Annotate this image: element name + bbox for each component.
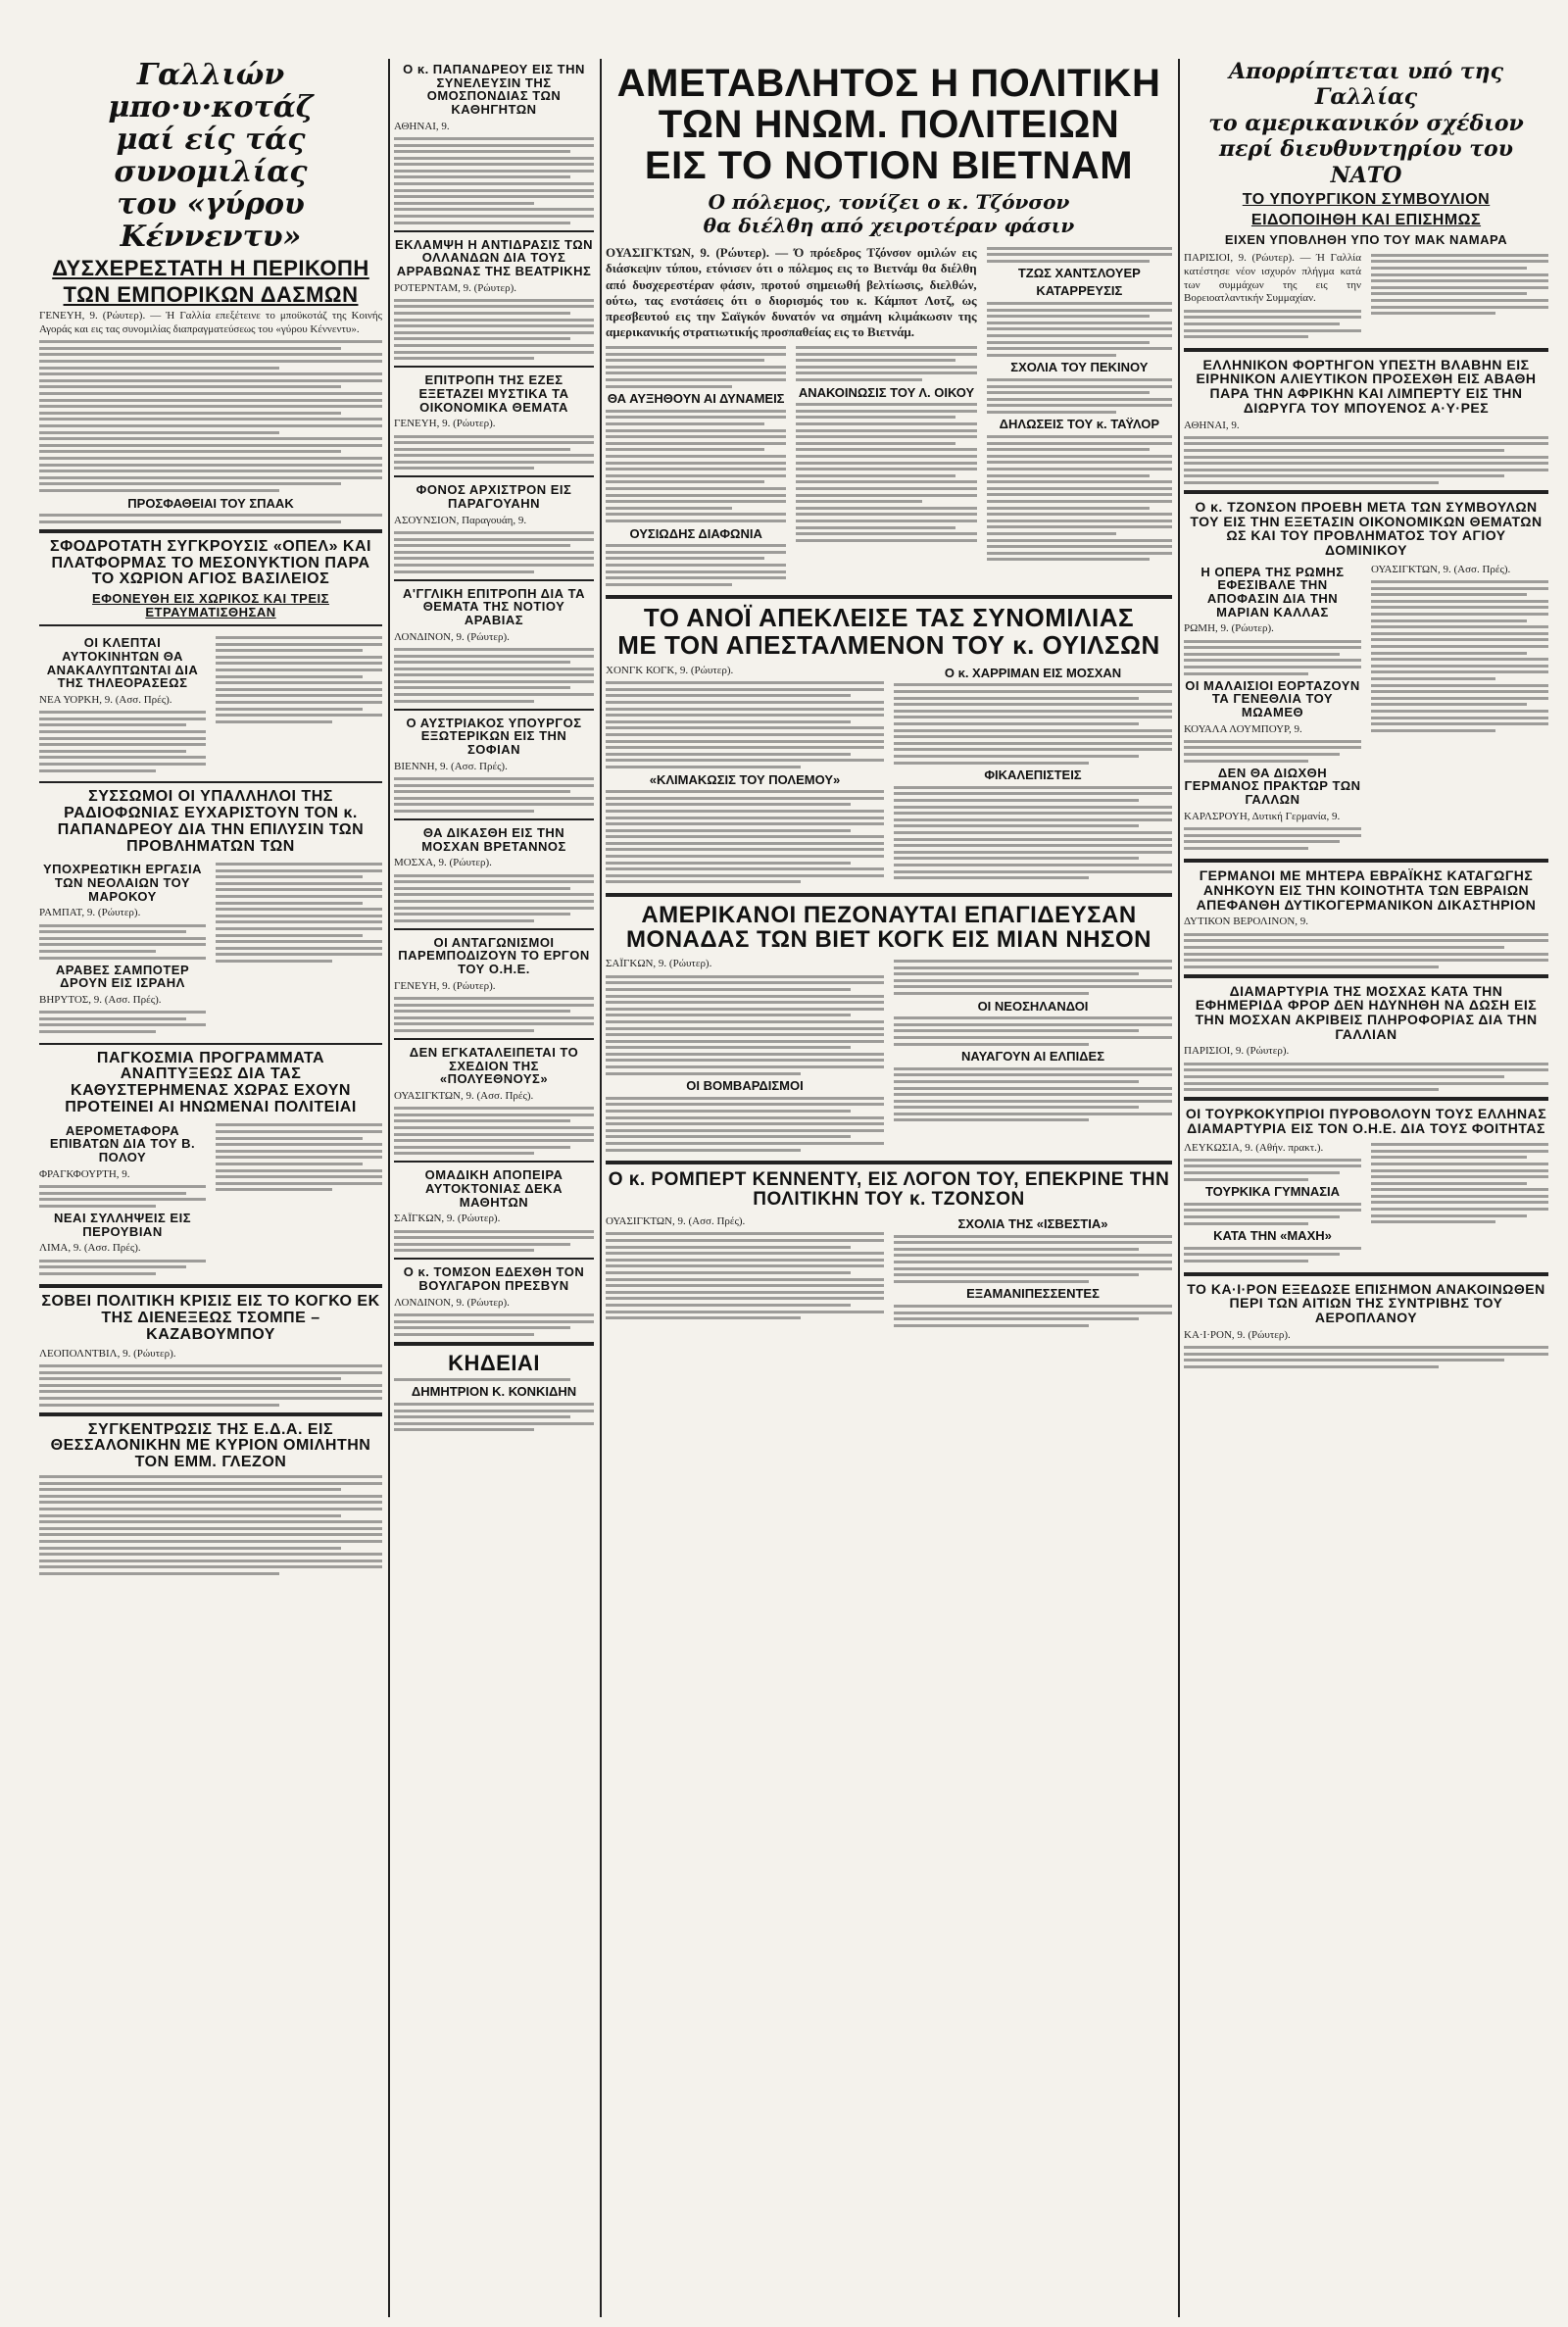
dateline: ΑΘΗΝΑΙ, 9. [1184,419,1240,431]
article-text-block [1371,1143,1548,1223]
dateline: ΛΟΝΔΙΝΟΝ, 9. (Ρώυτερ). [394,630,510,643]
headline-development-programs: ΠΑΓΚΟΣΜΙΑ ΠΡΟΓΡΑΜΜΑΤΑ ΑΝΑΠΤΥΞΕΩΣ ΔΙΑ ΤΑΣ ΚΑΘΥΣΤΕΡΗΜΕΝΑΣ ΧΩΡΑΣ ΕΧΟΥΝ ΠΡΟΤΕΙΝΕΙ ΑΙ ΗΝΩΜΕΝΑΙ ΠΟΛΙΤΕΙΑΙ [65,1049,357,1116]
article-text-block [394,137,594,224]
article-text-block [894,960,1172,995]
headline-main-sub [606,190,1172,237]
headline-eda-thessaloniki: ΣΥΓΚΕΝΤΡΩΣΙΣ ΤΗΣ Ε.Δ.Α. ΕΙΣ ΘΕΣΣΑΛΟΝΙΚΗΝ ΜΕ ΚΥΡΙΟΝ ΟΜΙΛΗΤΗΝ ΤΟΝ ΕΜΜ. ΓΛΕΖΟΝ [50,1420,371,1471]
headline-opel-collision: ΣΦΟΔΡΟΤΑΤΗ ΣΥΓΚΡΟΥΣΙΣ «ΟΠΕΛ» ΚΑΙ ΠΛΑΤΦΟΡΜΑΣ ΤΟ ΜΕΣΟΝΥΚΤΙΟΝ ΠΑΡΑ ΤΟ ΧΩΡΙΟΝ ΑΓΙΟΣ ΒΑΣΙΛΕΙΟΣ [50,537,371,588]
article-text-block [894,1067,1172,1122]
section-subhead: ΠΡΟΣΦΑΘΕΙΑΙ ΤΟΥ ΣΠΑΑΚ [127,495,294,511]
article-text-block [1184,310,1361,338]
article-text-block [1184,1159,1361,1181]
article-text-block [39,1260,206,1275]
article-text-block [39,1475,382,1575]
article-text-block [606,681,884,768]
headline-malaysians-celebrate: ΟΙ ΜΑΛΑΙΣΙΟΙ ΕΟΡΤΑΖΟΥΝ ΤΑ ΓΕΝΕΘΛΙΑ ΤΟΥ ΜΩΑΜΕΘ [1185,677,1360,719]
funeral-name: ΔΗΜΗΤΡΙΟΝ Κ. ΚΟΝΚΙΔΗΝ [411,1384,577,1400]
headline-line: Ο πόλεμος, τονίζει ο κ. Τζόνσον [708,190,1070,214]
headline-line: ΑΜΕΤΑΒΛΗΤΟΣ Η ΠΟΛΙΤΙΚΗ [616,62,1161,105]
headline-congo-crisis: ΣΟΒΕΙ ΠΟΛΙΤΙΚΗ ΚΡΙΣΙΣ ΕΙΣ ΤΟ ΚΟΓΚΟ ΕΚ ΤΗΣ ΔΙΕΝΕΞΕΩΣ ΤΣΟΜΠΕ – ΚΑΖΑΒΟΥΜΠΟΥ [41,1293,380,1343]
headline-line: Απορρίπτεται υπό της Γαλλίας [1229,59,1503,111]
headline-line: ΤΟ ΑΝΟΪ ΑΠΕΚΛΕΙΣΕ ΤΑΣ ΣΥΝΟΜΙΛΙΑΣ [643,603,1135,633]
section-subhead: ΚΑΤΑΡΡΕΥΣΙΣ [1036,283,1123,299]
headline-line: ΤΩΝ ΗΝΩΜ. ΠΟΛΙΤΕΙΩΝ [658,103,1120,146]
headline-south-arabia-committee: Α'ΓΓΛΙΚΗ ΕΠΙΤΡΟΠΗ ΔΙΑ ΤΑ ΘΕΜΑΤΑ ΤΗΣ ΝΟΤΙΟΥ ΑΡΑΒΙΑΣ [403,585,585,627]
dateline: ΓΕΝΕΥΗ, 9. (Ρώυτερ). [394,979,496,992]
headline-main [606,63,1172,186]
article-text-block [606,544,786,586]
subheadline: ΕΙΔΟΠΟΙΗΘΗ ΚΑΙ ΕΠΙΣΗΜΩΣ [1250,211,1482,228]
subheadline: ΕΙΧΕΝ ΥΠΟΒΛΗΘΗ ΥΠΟ ΤΟΥ ΜΑΚ ΝΑΜΑΡΑ [1224,231,1508,247]
dateline: ΡΑΜΠΑΤ, 9. (Ρώυτερ). [39,907,141,919]
dateline: ΚΑΡΛΣΡΟΥΗ, Δυτική Γερμανία, 9. [1184,810,1341,822]
article-text-block [894,1235,1172,1283]
article-text-block [39,1011,206,1033]
headline-line: μαί είς τάς συνομιλίας [114,123,308,189]
article-lead: ΠΑΡΙΣΙΟΙ, 9. (Ρώυτερ). — Ή Γαλλία κατέστησε νέον ισχυρόν πλήγμα κατά των συμμάχων της εις την Βορειοατλαντικήν Συμμαχίαν. [1184,252,1361,305]
headline-north-pole-flights: ΑΕΡΟΜΕΤΑΦΟΡΑ ΕΠΙΒΑΤΩΝ ΔΙΑ ΤΟΥ Β. ΠΟΛΟΥ [49,1122,196,1165]
article-text-block [987,378,1172,414]
section-subhead: ΝΑΥΑΓΟΥΝ ΑΙ ΕΛΠΙΔΕΣ [961,1049,1104,1064]
article-text-block [394,874,594,922]
article-text-block [1184,436,1548,484]
article-text-block [606,790,884,883]
headline-france-nato [1184,59,1548,188]
headline-johnson-advisers: Ο κ. ΤΖΟΝΣΟΝ ΠΡΟΕΒΗ ΜΕΤΑ ΤΩΝ ΣΥΜΒΟΥΛΩΝ ΤΟΥ ΕΙΣ ΤΗΝ ΕΞΕΤΑΣΙΝ ΟΙΚΟΝΟΜΙΚΩΝ ΘΕΜΑΤΩΝ ΩΣ ΚΑΙ ΤΟΥ ΠΡΟΒΛΗΜΑΤΟΣ ΤΟΥ ΑΓΙΟΥ ΔΟΜΙΝΙΚΟΥ [1190,499,1543,559]
subheadline: ΤΩΝ ΕΜΠΟΡΙΚΩΝ ΔΑΣΜΩΝ [63,282,359,308]
article-text-block [1371,580,1548,732]
article-text-block [39,711,206,771]
dateline: ΠΑΡΙΣΙΟΙ, 9. (Ρώυτερ). [1184,1045,1290,1058]
article-text-block [987,302,1172,357]
column-rule [1178,59,1180,2317]
headline-gaullists-boycott [39,59,382,253]
article-text-block [394,1403,594,1431]
dateline: ΟΥΑΣΙΓΚΤΩΝ, 9. (Ασσ. Πρές). [394,1089,534,1102]
article-text-block [39,924,206,960]
dateline: ΟΥΑΣΙΓΚΤΩΝ, 9. (Ασσ. Πρές). [606,1215,746,1228]
headline-paraguay-murder: ΦΟΝΟΣ ΑΡΧΙΣΤΡΟΝ ΕΙΣ ΠΑΡΑΓΟΥΑΗΝ [416,482,572,512]
headline-german-agent: ΔΕΝ ΘΑ ΔΙΩΧΘΗ ΓΕΡΜΑΝΟΣ ΠΡΑΚΤΩΡ ΤΩΝ ΓΑΛΛΩΝ [1184,765,1361,807]
article-text-block [216,863,382,963]
section-subhead: ΟΥΣΙΩΔΗΣ ΔΙΑΦΩΝΙΑ [629,525,762,541]
article-text-block [606,1097,884,1152]
column-2 [394,59,594,2317]
dateline: ΓΕΝΕΥΗ, 9. (Ρώυτερ). [394,418,496,430]
article-text-block [1184,933,1548,968]
article-text-block [1184,1247,1361,1263]
dateline: ΛΕΟΠΟΛΝΤΒΙΛ, 9. (Ρώυτερ). [39,1347,176,1360]
section-subhead: ΟΙ ΝΕΟΣΗΛΑΝΔΟΙ [977,998,1089,1014]
headline-moscow-protest: ΔΙΑΜΑΡΤΥΡΙΑ ΤΗΣ ΜΟΣΧΑΣ ΚΑΤΑ ΤΗΝ ΕΦΗΜΕΡΙΔΑ ΦΡΟΡ ΔΕΝ ΗΔΥΝΗΘΗ ΝΑ ΔΩΣΗ ΕΙΣ ΤΗΝ ΜΟΣΧΑΝ ΑΚΡΙΒΕΙΣ ΠΛΗΡΟΦΟΡΙΑΣ ΔΙΑ ΤΗΝ ΓΑΛΛΙΑΝ [1195,982,1538,1042]
column-rule [600,59,602,2317]
dateline: ΣΑΪΓΚΩΝ, 9. (Ρώυτερ). [606,958,712,970]
section-subhead: ΣΧΟΛΙΑ ΤΟΥ ΠΕΚΙΝΟΥ [1010,360,1149,375]
headline-briton-trial: ΘΑ ΔΙΚΑΣΘΗ ΕΙΣ ΤΗΝ ΜΟΣΧΑΝ ΒΡΕΤΑΝΝΟΣ [421,824,566,854]
headline-funerals: ΚΗΔΕΙΑΙ [448,1350,540,1375]
article-text-block [394,648,594,703]
article-text-block [394,997,594,1032]
article-text-block [606,1232,884,1319]
dateline: ΜΟΣΧΑ, 9. (Ρώυτερ). [394,857,492,869]
column-4 [1184,59,1548,2317]
headline-jewish-community: ΓΕΡΜΑΝΟΙ ΜΕ ΜΗΤΕΡΑ ΕΒΡΑΪΚΗΣ ΚΑΤΑΓΩΓΗΣ ΑΝΗΚΟΥΝ ΕΙΣ ΤΗΝ ΚΟΙΝΟΤΗΤΑ ΤΩΝ ΕΒΡΑΙΩΝ ΑΠΕΦΑΝΘΗ ΔΥΤΙΚΟΓΕΡΜΑΝΙΚΟΝ ΔΙΚΑΣΤΗΡΙΟΝ [1196,867,1537,913]
headline-radio-employees: ΣΥΣΣΩΜΟΙ ΟΙ ΥΠΑΛΛΗΛΟΙ ΤΗΣ ΡΑΔΙΟΦΩΝΙΑΣ ΕΥΧΑΡΙΣΤΟΥΝ ΤΟΝ κ. ΠΑΠΑΝΔΡΕΟΥ ΔΙΑ ΤΗΝ ΕΠΙΛΥΣΙΝ ΤΩΝ ΠΡΟΒΛΗΜΑΤΩΝ ΤΩΝ [57,788,365,855]
main-article-lead: ΟΥΑΣΙΓΚΤΩΝ, 9. (Ρώυτερ). — Ό πρόεδρος Τζόνσον ομιλών εις διάσκεψιν τύπου, ετόνισεν ότι ο πόλεμος εις το Βιετνάμ θα διέλθη από δυσχερεστέραν φάσιν, προτού σημειωθή βελτίωσις, διελθών, ούτω, τας ενστάσεις ότι ο διορισμός του κ. Κάμποτ Λοτζ, ως πρεσβευτού εις την Σαϊγκόν δυνατόν να σημάνη κλιμάκωσιν της αμερικανικής στρατιωτικής προσπαθείας εις το Βιετνάμ. [606,245,977,340]
article-text-block [394,1107,594,1155]
headline-efta-committee: ΕΠΙΤΡΟΠΗ ΤΗΣ ΕΖΕΣ ΕΞΕΤΑΖΕΙ ΜΥΣΤΙΚΑ ΤΑ ΟΙΚΟΝΟΜΙΚΑ ΘΕΜΑΤΑ [418,372,569,415]
headline-multilateral-plan: ΔΕΝ ΕΓΚΑΤΑΛΕΙΠΕΤΑΙ ΤΟ ΣΧΕΔΙΟΝ ΤΗΣ «ΠΟΛΥΕΘΝΟΥΣ» [409,1044,579,1087]
headline-dutch-reaction: ΕΚΛΑΜΨΗ Η ΑΝΤΙΔΡΑΣΙΣ ΤΩΝ ΟΛΛΑΝΔΩΝ ΔΙΑ ΤΟΥΣ ΑΡΡΑΒΩΝΑΣ ΤΗΣ ΒΕΑΤΡΙΚΗΣ [394,236,594,278]
column-1 [39,59,382,2317]
headline-line: ΕΙΣ ΤΟ ΝΟΤΙΟΝ ΒΙΕΤΝΑΜ [644,144,1134,187]
article-text-block [216,1123,382,1191]
section-subhead: ΘΑ ΑΥΞΗΘΟΥΝ ΑΙ ΔΥΝΑΜΕΙΣ [607,391,785,407]
headline-line: ΑΜΕΡΙΚΑΝΟΙ ΠΕΖΟΝΑΥΤΑΙ ΕΠΑΓΙΔΕΥΣΑΝ [641,902,1137,929]
column-rule [388,59,390,2317]
article-text-block [796,403,976,541]
article-text-block [894,683,1172,764]
headline-austrian-minister: Ο ΑΥΣΤΡΙΑΚΟΣ ΥΠΟΥΡΓΟΣ ΕΞΩΤΕΡΙΚΩΝ ΕΙΣ ΤΗΝ ΣΟΦΙΑΝ [406,715,582,757]
headline-line: του «γύρου Κέννεντυ» [117,187,305,254]
article-text-block [796,346,976,381]
article-text-block [1184,1203,1361,1225]
subheadline: ΕΦΟΝΕΥΘΗ ΕΙΣ ΧΩΡΙΚΟΣ ΚΑΙ ΤΡΕΙΣ ΕΤΡΑΥΜΑΤΙΣΘΗΣΑΝ [92,591,329,619]
article-text-block [394,1230,594,1253]
dateline: ΒΗΡΥΤΟΣ, 9. (Ασσ. Πρές). [39,993,162,1006]
article-text-block [1184,827,1361,850]
headline-line: περί διευθυντηρίου του ΝΑΤΟ [1219,136,1513,188]
article-text-block [39,340,382,492]
section-subhead: ΕΞΑΜΑΝΙΠΕΣΣΕΝΤΕΣ [966,1286,1100,1302]
dateline: ΚΟΥΑΛΑ ΛΟΥΜΠΟΥΡ, 9. [1184,722,1302,735]
dateline: ΔΥΤΙΚΟΝ ΒΕΡΟΛΙΝΟΝ, 9. [1184,916,1309,928]
headline-marines [606,903,1172,952]
section-subhead: Ο κ. ΧΑΡΡΙΜΑΝ ΕΙΣ ΜΟΣΧΑΝ [944,665,1122,680]
headline-greek-freighter: ΕΛΛΗΝΙΚΟΝ ΦΟΡΤΗΓΟΝ ΥΠΕΣΤΗ ΒΛΑΒΗΝ ΕΙΣ ΕΙΡΗΝΙΚΟΝ ΑΛΙΕΥΤΙΚΟΝ ΠΡΟΣΕΧΘΗ ΕΙΣ ΑΒΑΘΗ ΠΑΡΑ ΤΗΝ ΑΦΡΙΚΗΝ ΚΑΙ ΛΙΜΠΕΡΤΥ ΕΙΣ ΤΗΝ ΔΙΩΡΥΓΑ ΤΟΥ ΜΠΟΥΕΝΟΣ Α·Υ·ΡΕΣ [1196,356,1537,416]
article-text-block [606,410,786,522]
article-text-block [39,1185,206,1208]
article-text-block [894,1016,1172,1045]
headline-car-thieves: ΟΙ ΚΛΕΠΤΑΙ ΑΥΤΟΚΙΝΗΤΩΝ ΘΑ ΑΝΑΚΑΛΥΠΤΩΝΤΑΙ ΔΙΑ ΤΗΣ ΤΗΛΕΟΡΑΣΕΩΣ [46,635,199,691]
headline-line: το αμερικανικόν σχέδιον [1208,110,1524,136]
article-text-block [39,1364,382,1407]
headline-morocco-youth: ΥΠΟΧΡΕΩΤΙΚΗ ΕΡΓΑΣΙΑ ΤΩΝ ΝΕΟΛΑΙΩΝ ΤΟΥ ΜΑΡΟΚΟΥ [43,862,202,904]
headline-arab-saboteurs: ΑΡΑΒΕΣ ΣΑΜΠΟΤΕΡ ΔΡΟΥΝ ΕΙΣ ΙΣΡΑΗΛ [55,962,190,991]
article-text-block [1184,640,1361,675]
dateline: ΡΟΤΕΡΝΤΑΜ, 9. (Ρώυτερ). [394,281,517,294]
subheadline: ΤΟ ΥΠΟΥΡΓΙΚΟΝ ΣΥΜΒΟΥΛΙΟΝ [1242,190,1491,208]
article-text-block [987,247,1172,263]
headline-suicide-attempt: ΟΜΑΔΙΚΗ ΑΠΟΠΕΙΡΑ ΑΥΤΟΚΤΟΝΙΑΣ ΔΕΚΑ ΜΑΘΗΤΩΝ [424,1167,564,1210]
article-text-block [987,435,1172,561]
headline-peru-arrests: ΝΕΑΙ ΣΥΛΛΗΨΕΙΣ ΕΙΣ ΠΕΡΟΥΒΙΑΝ [54,1210,191,1239]
dateline: ΣΑΪΓΚΩΝ, 9. (Ρώυτερ). [394,1213,501,1225]
headline-line: Γαλλιών μπο·υ·κοτάζ [108,59,314,124]
column-main [606,59,1172,2317]
headline-robert-kennedy: Ο κ. ΡΟΜΠΕΡΤ ΚΕΝΝΕΝΤΥ, ΕΙΣ ΛΟΓΟΝ ΤΟΥ, ΕΠΕΚΡΙΝΕ ΤΗΝ ΠΟΛΙΤΙΚΗΝ ΤΟΥ κ. ΤΖΟΝΣΟΝ [608,1169,1170,1211]
article-text-block [216,636,382,723]
dateline: ΑΣΟΥΝΣΙΟΝ, Παραγουάη, 9. [394,514,527,526]
article-text-block [606,346,786,388]
dateline: ΛΙΜΑ, 9. (Ασσ. Πρές). [39,1242,141,1255]
section-subhead: ΑΝΑΚΟΙΝΩΣΙΣ ΤΟΥ Λ. ΟΙΚΟΥ [798,384,975,400]
article-text-block [894,786,1172,879]
dateline: ΚΑ·Ι·ΡΟΝ, 9. (Ρώυτερ). [1184,1328,1291,1341]
article-text-block [394,299,594,360]
dateline: ΑΘΗΝΑΙ, 9. [394,120,450,132]
section-subhead: ΤΖΩΣ ΧΑΝΤΣΛΟΥΕΡ [1017,266,1141,281]
article-text-block [394,1313,594,1336]
article-text-block [606,975,884,1075]
dateline: ΛΕΥΚΩΣΙΑ, 9. (Αθήν. πρακτ.). [1184,1141,1324,1154]
dateline: ΧΟΝΓΚ ΚΟΓΚ, 9. (Ρώυτερ). [606,664,734,676]
headline-hanoi [606,605,1172,659]
headline-cairo-crash: ΤΟ ΚΑ·Ι·ΡΟΝ ΕΞΕΔΩΣΕ ΕΠΙΣΗΜΟΝ ΑΝΑΚΟΙΝΩΘΕΝ ΠΕΡΙ ΤΩΝ ΑΙΤΙΩΝ ΤΗΣ ΣΥΝΤΡΙΒΗΣ ΤΟΥ ΑΕΡΟΠΛΑΝΟΥ [1187,1280,1545,1325]
article-text-block [894,1305,1172,1327]
headline-turkish-cypriots: ΟΙ ΤΟΥΡΚΟΚΥΠΡΙΟΙ ΠΥΡΟΒΟΛΟΥΝ ΤΟΥΣ ΕΛΛΗΝΑΣ ΔΙΑΜΑΡΤΥΡΙΑ ΕΙΣ ΤΟΝ Ο.Η.Ε. ΔΙΑ ΤΟΥΣ ΦΟΙΤΗΤΑΣ [1185,1106,1547,1136]
article-text-block [1184,740,1361,763]
article-text-block [39,514,382,523]
section-subhead: ΚΑΤΑ ΤΗΝ «ΜΑΧΗ» [1213,1228,1332,1244]
article-text-block [1184,1346,1548,1368]
dateline: ΦΡΑΓΚΦΟΥΡΤΗ, 9. [39,1167,130,1180]
section-subhead: ΔΗΛΩΣΕΙΣ ΤΟΥ κ. ΤΑΫΛΟΡ [999,417,1159,432]
article-text-block [394,1378,594,1381]
headline-line: ΜΕ ΤΟΝ ΑΠΕΣΤΑΛΜΕΝΟΝ ΤΟΥ κ. ΟΥΙΛΣΩΝ [617,629,1160,660]
dateline: ΝΕΑ ΥΟΡΚΗ, 9. (Ασσ. Πρές). [39,693,172,706]
article-text-block [1184,1063,1548,1091]
headline-line: θα διέλθη από χειροτέραν φάσιν [703,214,1075,237]
subheadline: ΔΥΣΧΕΡΕΣΤΑΤΗ Η ΠΕΡΙΚΟΠΗ [52,256,369,280]
section-subhead: ΟΙ ΒΟΜΒΑΡΔΙΣΜΟΙ [686,1078,804,1094]
dateline: ΡΩΜΗ, 9. (Ρώυτερ). [1184,622,1274,635]
section-subhead: ΤΟΥΡΚΙΚΑ ΓΥΜΝΑΣΙΑ [1204,1184,1341,1200]
article-text-block [394,531,594,573]
headline-papandreou-teachers: Ο κ. ΠΑΠΑΝΔΡΕΟΥ ΕΙΣ ΤΗΝ ΣΥΝΕΛΕΥΣΙΝ ΤΗΣ ΟΜΟΣΠΟΝΔΙΑΣ ΤΩΝ ΚΑΘΗΓΗΤΩΝ [403,62,585,117]
article-text-block [394,435,594,470]
headline-thomson-bulgarian: Ο κ. ΤΟΜΣΟΝ ΕΔΕΧΘΗ ΤΟΝ ΒΟΥΛΓΑΡΟΝ ΠΡΕΣΒΥΝ [403,1264,585,1294]
article-text-block [1371,254,1548,315]
article-text-block [394,777,594,813]
article-lead: ΓΕΝΕΥΗ, 9. (Ρώυτερ). — Ή Γαλλία επεξέτεινε το μποϋκοτάζ της Κοινής Αγοράς και εις τας συνομιλίας διαπραγματεύσεως του «γύρου Κέννεντυ». [39,310,382,335]
section-subhead: ΦΙΚΑΛΕΠΙΣΤΕΙΣ [984,767,1082,783]
section-subhead: «ΚΛΙΜΑΚΩΣΙΣ ΤΟΥ ΠΟΛΕΜΟΥ» [649,771,841,787]
headline-rome-opera-callas: Η ΟΠΕΡΑ ΤΗΣ ΡΩΜΗΣ ΕΦΕΣΙΒΑΛΕ ΤΗΝ ΑΠΟΦΑΣΙΝ ΔΙΑ ΤΗΝ ΜΑΡΙΑΝ ΚΑΛΛΑΣ [1200,564,1345,619]
dateline: ΟΥΑΣΙΓΚΤΩΝ, 9. (Ασσ. Πρές). [1371,563,1511,575]
dateline: ΒΙΕΝΝΗ, 9. (Ασσ. Πρές). [394,760,508,772]
headline-line: ΜΟΝΑΔΑΣ ΤΩΝ ΒΙΕΤ ΚΟΓΚ ΕΙΣ ΜΙΑΝ ΝΗΣΟΝ [626,926,1152,954]
section-subhead: ΣΧΟΛΙΑ ΤΗΣ «ΙΣΒΕΣΤΙΑ» [957,1216,1108,1232]
dateline: ΛΟΝΔΙΝΟΝ, 9. (Ρώυτερ). [394,1296,510,1309]
headline-un-rivalries: ΟΙ ΑΝΤΑΓΩΝΙΣΜΟΙ ΠΑΡΕΜΠΟΔΙΖΟΥΝ ΤΟ ΕΡΓΟΝ ΤΟΥ Ο.Η.Ε. [398,934,590,976]
